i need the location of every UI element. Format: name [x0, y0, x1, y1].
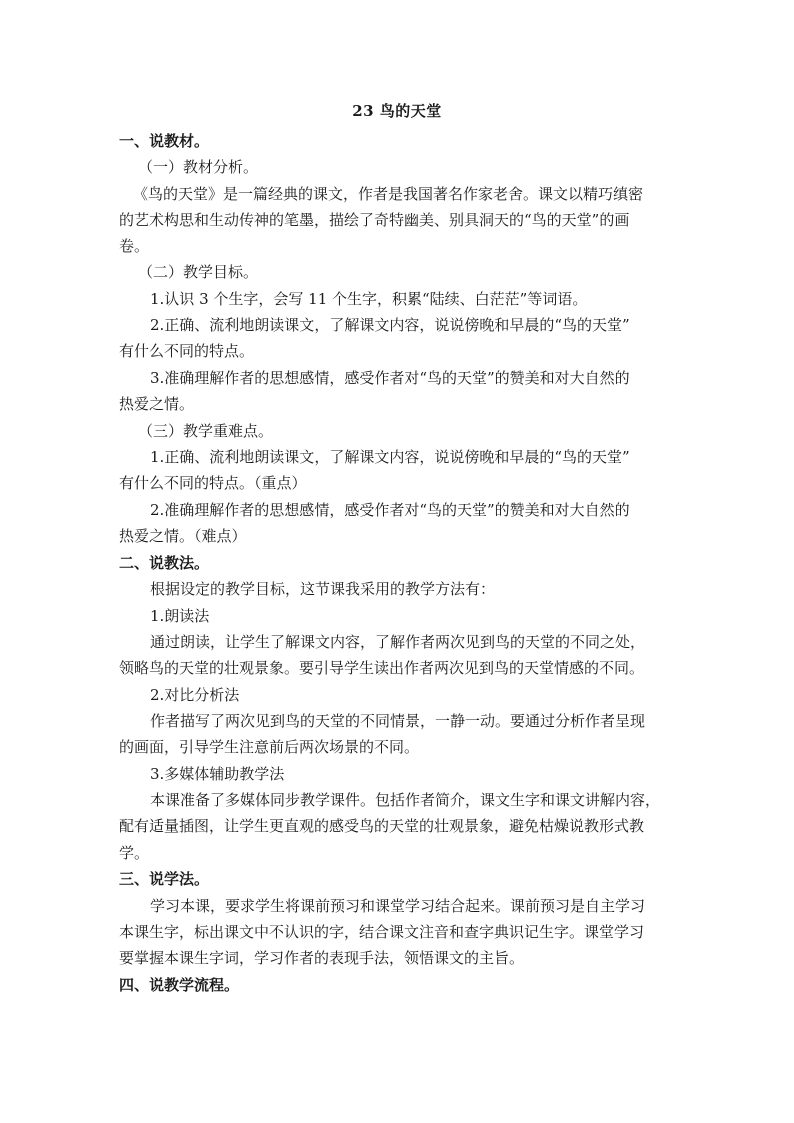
- goal-3-line-1: 3.准确理解作者的思想感情，感受作者对“鸟的天堂”的赞美和对大自然的: [150, 369, 630, 387]
- study-line-1: 学习本课，要求学生将课前预习和课堂学习结合起来。课前预习是自主学习: [150, 897, 646, 915]
- section-heading-1: 一、说教材。: [119, 132, 210, 150]
- method-1-line-2: 领略鸟的天堂的壮观景象。要引导学生读出作者两次见到鸟的天堂情感的不同。: [119, 659, 645, 677]
- goal-2-line-2: 有什么不同的特点。: [119, 342, 255, 360]
- key-2-line-1: 2.准确理解作者的思想感情，感受作者对“鸟的天堂”的赞美和对大自然的: [150, 501, 630, 519]
- key-2-line-2: 热爱之情。（难点）: [119, 527, 247, 545]
- method-2-line-1: 作者描写了两次见到鸟的天堂的不同情景，一静一动。要通过分析作者呈现: [150, 712, 646, 730]
- goal-1: 1.认识 3 个生字，会写 11 个生字，积累“陆续、白茫茫”等词语。: [150, 290, 588, 308]
- key-1-line-1: 1.正确、流利地朗读课文，了解课文内容，说说傍晚和早晨的“鸟的天堂”: [150, 448, 630, 466]
- subheading-analysis: （一）教材分析。: [138, 158, 259, 176]
- method-3-line-3: 学。: [119, 844, 150, 862]
- page-title: 23 鸟的天堂: [352, 102, 442, 120]
- analysis-line-2: 的艺术构思和生动传神的笔墨，描绘了奇特幽美、别具洞天的“鸟的天堂”的画: [119, 211, 630, 229]
- study-line-2: 本课生字，标出课文中不认识的字，结合课文注音和查字典识记生字。课堂学习: [119, 923, 645, 941]
- subheading-key-points: （三）教学重难点。: [138, 422, 274, 440]
- key-1-line-2: 有什么不同的特点。（重点）: [119, 474, 307, 492]
- method-1-line-1: 通过朗读，让学生了解课文内容，了解作者两次见到鸟的天堂的不同之处，: [150, 633, 646, 651]
- method-1-title: 1.朗读法: [150, 607, 210, 625]
- method-3-title: 3.多媒体辅助教学法: [150, 765, 285, 783]
- method-2-title: 2.对比分析法: [150, 686, 240, 704]
- section-heading-3: 三、说学法。: [119, 870, 210, 888]
- subheading-goals: （二）教学目标。: [138, 263, 259, 281]
- study-line-3: 要掌握本课生字词，学习作者的表现手法，领悟课文的主旨。: [119, 949, 525, 967]
- analysis-line-3: 卷。: [119, 237, 150, 255]
- methods-intro: 根据设定的教学目标，这节课我采用的教学方法有：: [150, 580, 496, 598]
- goal-3-line-2: 热爱之情。: [119, 395, 195, 413]
- method-3-line-1: 本课准备了多媒体同步教学课件。包括作者简介，课文生字和课文讲解内容，: [150, 791, 661, 809]
- method-3-line-2: 配有适量插图，让学生更直观的感受鸟的天堂的壮观景象，避免枯燥说教形式教: [119, 817, 645, 835]
- method-2-line-2: 的画面，引导学生注意前后两次场景的不同。: [119, 738, 420, 756]
- analysis-line-1: 《鸟的天堂》是一篇经典的课文，作者是我国著名作家老舍。课文以精巧缜密: [133, 185, 644, 203]
- section-heading-4: 四、说教学流程。: [119, 976, 240, 994]
- section-heading-2: 二、说教法。: [119, 554, 210, 572]
- goal-2-line-1: 2.正确、流利地朗读课文，了解课文内容，说说傍晚和早晨的“鸟的天堂”: [150, 316, 630, 334]
